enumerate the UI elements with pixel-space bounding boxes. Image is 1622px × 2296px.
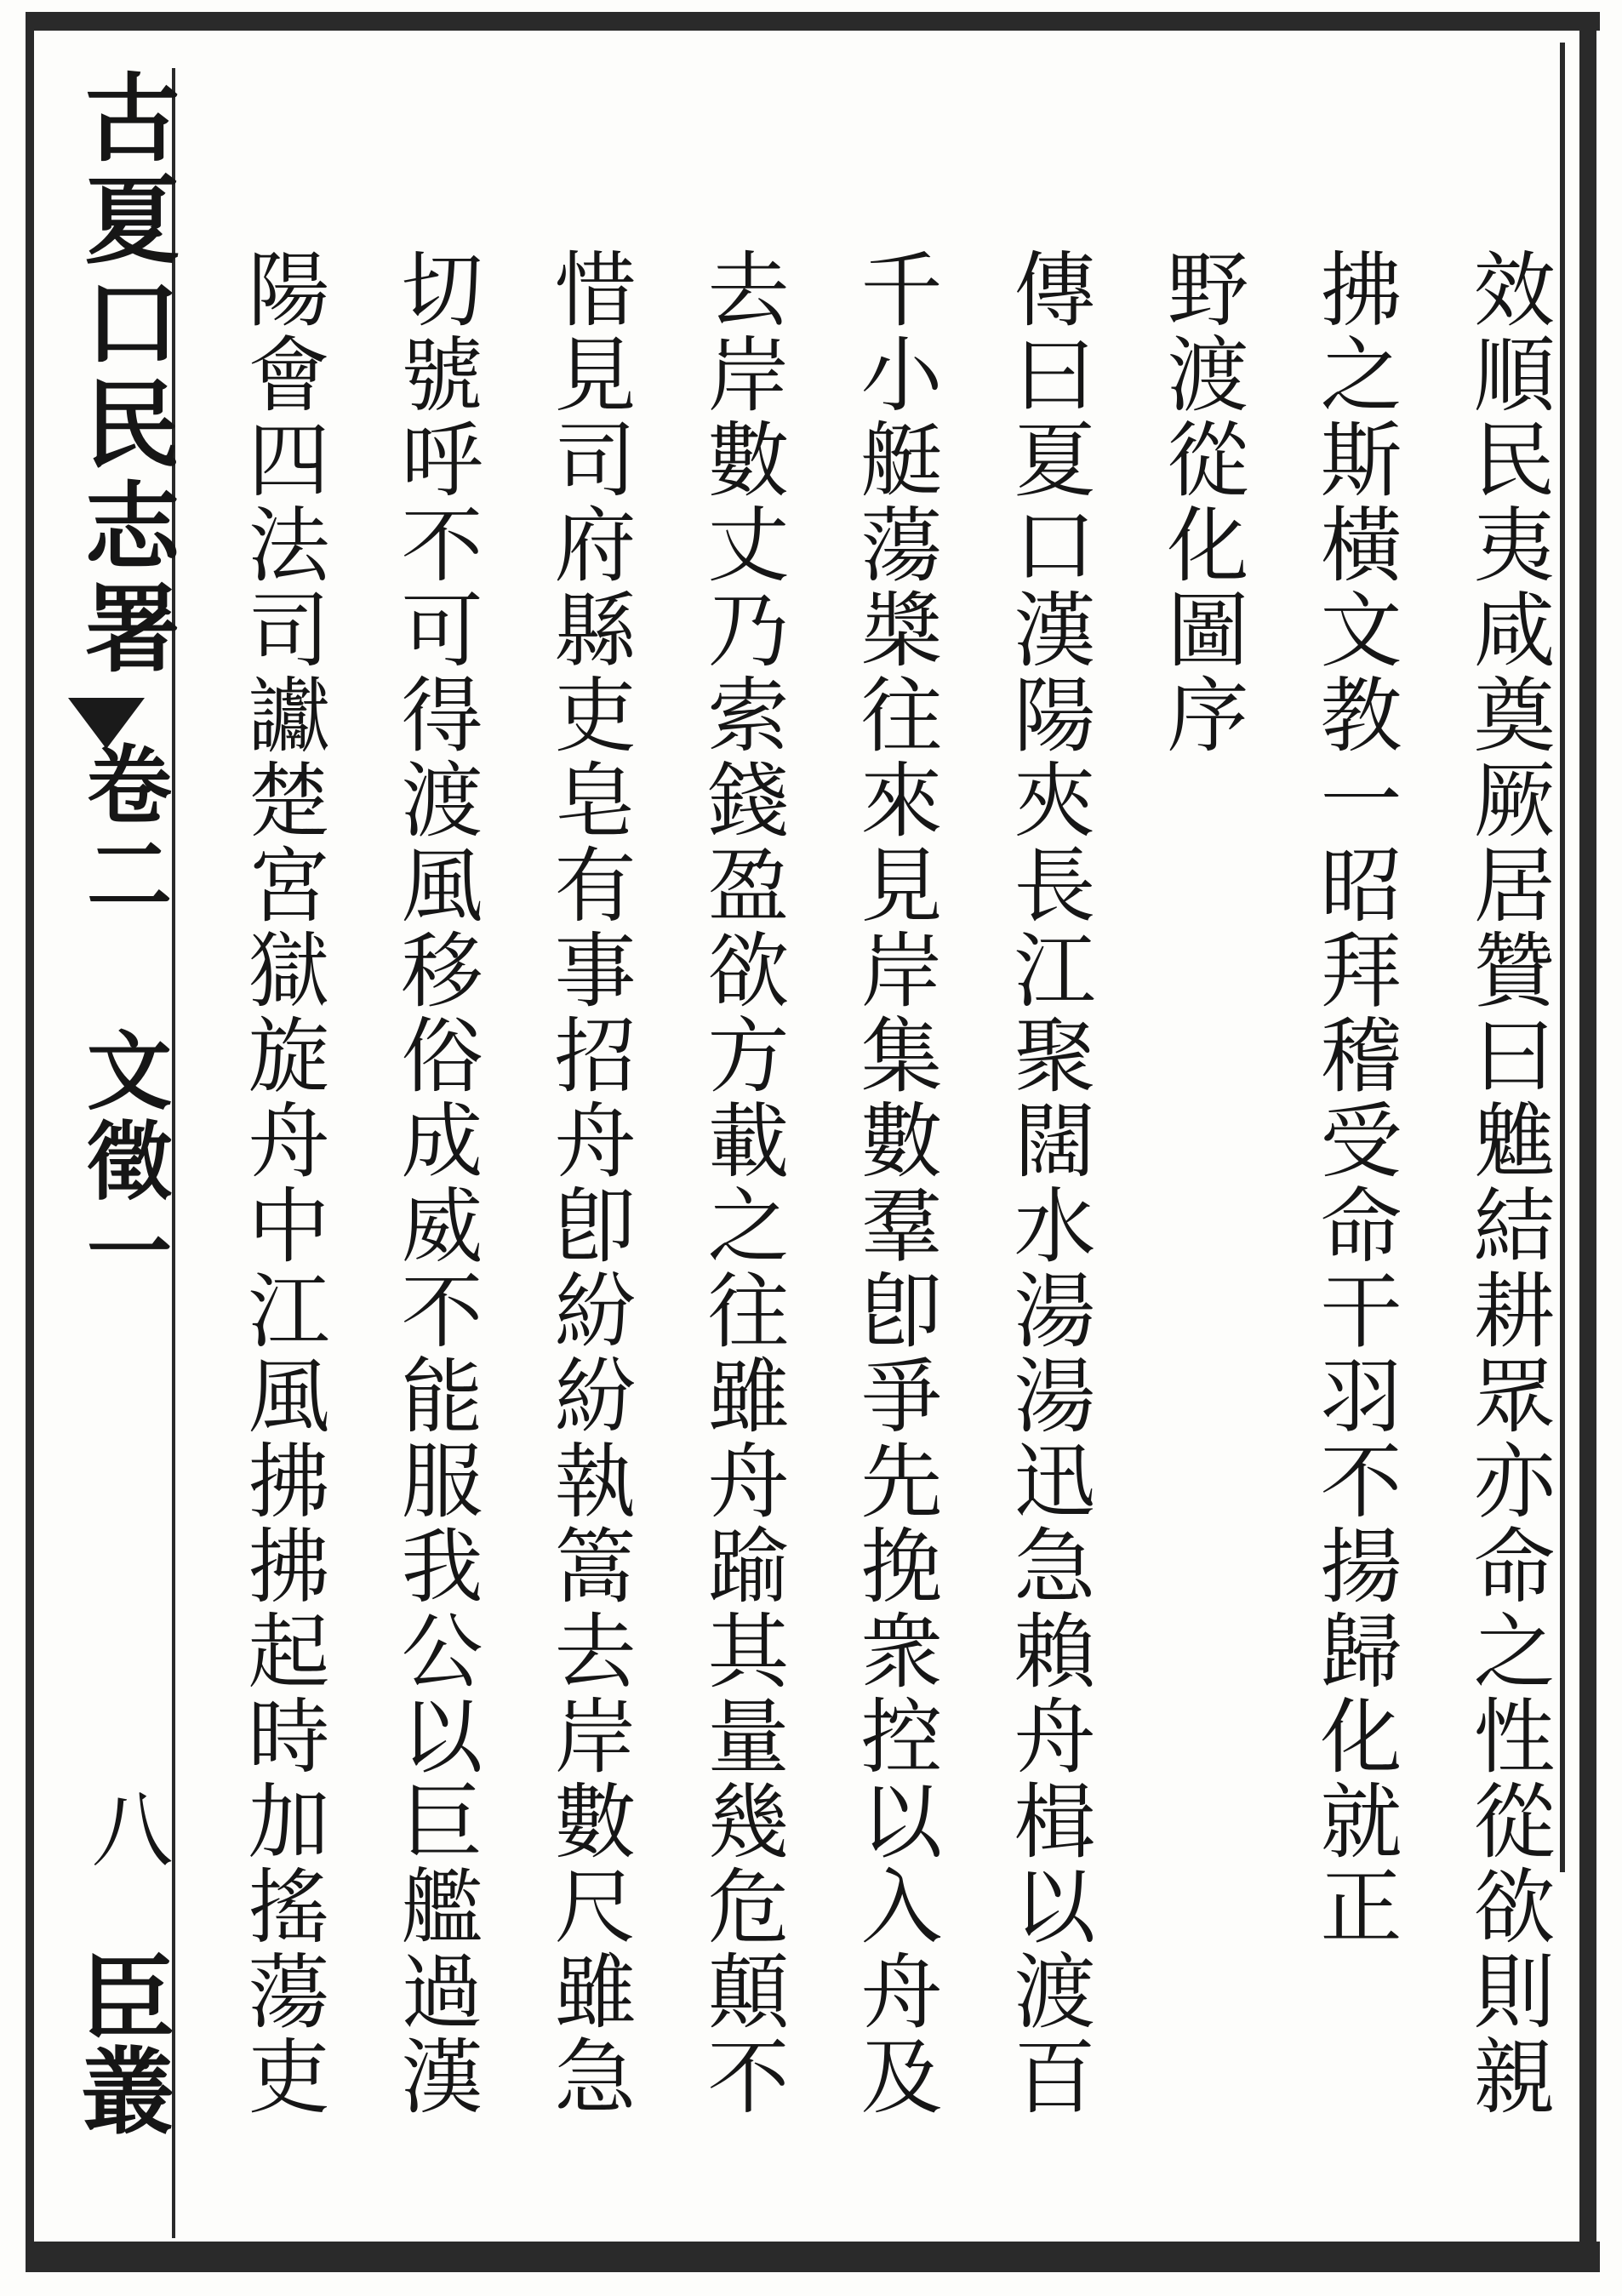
text-column-5: 千小艇蕩槳往來見岸集數羣卽爭先挽衆控以入舟及 [848,247,943,2119]
section-title: 卷二 文徵一 [72,740,173,1297]
text-column-3-heading: 野渡從化圖序 [1154,247,1249,757]
frame-right-border [1579,12,1596,2272]
margin-strip [34,51,180,2238]
text-column-2: 拂之斯橫文教一昭拜稽受命干羽不揚歸化就正 [1307,247,1402,1949]
text-column-4: 傳曰夏口漢陽夾長江聚闊水湯湯迅急賴舟楫以渡百 [1001,247,1096,2119]
text-column-1: 效順民夷咸奠厥居贊曰魋結耕眾亦命之性從欲則親 [1460,247,1556,2119]
text-column-9: 陽會四法司讞楚宮獄旋舟中江風拂拂起時加搖蕩吏 [235,247,330,2119]
frame-top-border [26,12,1600,31]
text-column-8: 切號呼不可得渡風移俗成威不能服我公以巨艦過漢 [388,247,483,2119]
page-number: 八 [78,1787,174,1869]
text-body [196,247,1556,2204]
publisher-mark: 臣叢 [66,1949,175,2136]
text-column-7: 惜見司府縣吏皂有事招舟卽紛紛執篙去岸數尺雖急 [541,247,637,2119]
frame-bottom-border [26,2242,1600,2272]
text-column-6: 去岸數丈乃索錢盈欲方載之往雖舟踰其量幾危顛不 [694,247,790,2119]
book-title: 古夏口民志署 [69,68,180,681]
frame-left-border [26,12,34,2272]
inner-right-rule [1560,43,1565,1872]
